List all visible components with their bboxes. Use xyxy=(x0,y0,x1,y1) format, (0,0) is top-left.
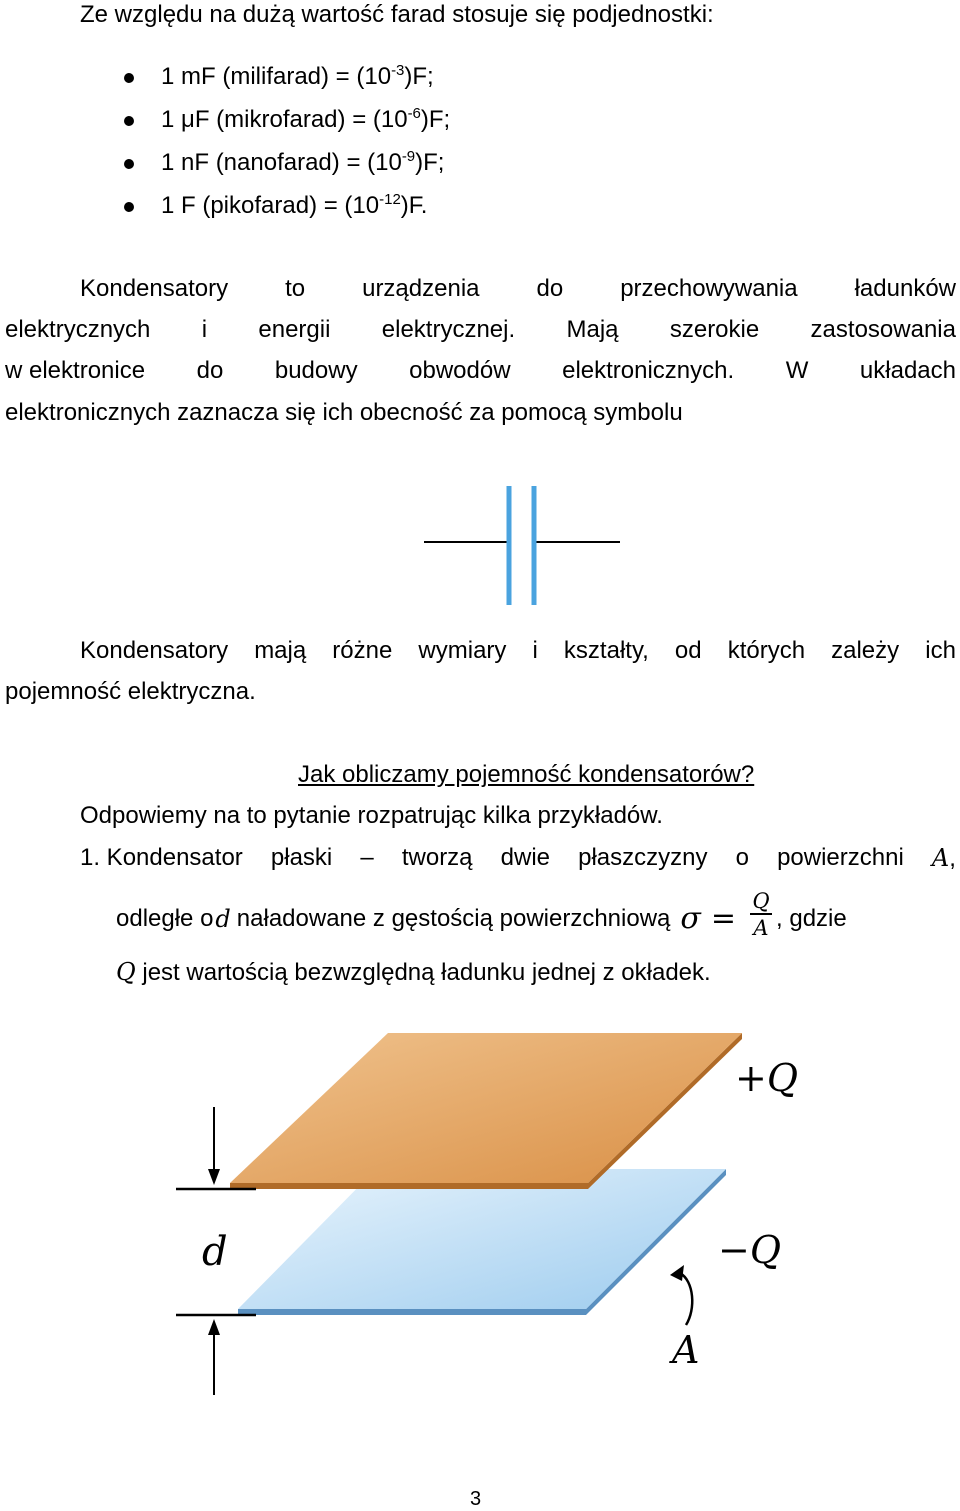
parallel-plate-figure xyxy=(170,1025,798,1405)
bullet-icon xyxy=(124,159,134,169)
list-item: 1 nF (nanofarad) = $(10^{-9})F$; xyxy=(128,148,828,188)
arrow-up-icon xyxy=(208,1319,220,1335)
charge-density-fraction: $\frac{Q}{A}$ xyxy=(750,889,772,941)
plus-q-label: +Q xyxy=(735,1056,798,1100)
page-number: 3 xyxy=(470,1488,482,1510)
d-label: d xyxy=(202,1229,228,1275)
paragraph-2-line-2: pojemność elektryczna. xyxy=(5,678,256,705)
answer-text: Odpowiemy na to pytanie rozpatrując kilka przykładów. xyxy=(80,802,663,829)
paragraph-1-line-1: Kondensatory to urządzenia do przechowywania ładunków xyxy=(80,275,956,302)
bullet-icon xyxy=(124,116,134,126)
list-item: 1 mF (milifarad) = $(10^{-3})F$; xyxy=(128,62,828,102)
capacitor-symbol xyxy=(420,482,630,612)
intro-text: Ze względu na dużą wartość farad stosuje się podjednostki: xyxy=(80,1,714,28)
minus-q-label: −Q xyxy=(718,1228,781,1272)
paragraph-1-line-2: elektrycznych i energii elektrycznej. Mają szerokie zastosowania xyxy=(5,316,956,343)
paragraph-1-line-4: elektronicznych zaznacza się ich obecność za pomocą symbolu xyxy=(5,399,683,426)
a-label: A xyxy=(672,1328,700,1372)
arrow-down-icon xyxy=(208,1169,220,1185)
list-item: 1 F (pikofarad) = $(10^{-12})F$. xyxy=(128,191,828,231)
example-1-line-3: Q jest wartością bezwzględną ładunku jednej z okładek. xyxy=(116,958,711,986)
example-1-line-2: odległe o d naładowane z gęstością powierzchniową σ = $\frac{Q}{A}$ , gdzie xyxy=(116,888,956,950)
question-heading: Jak obliczamy pojemność kondensatorów? xyxy=(298,761,755,788)
bullet-icon xyxy=(124,73,134,83)
paragraph-2-line-1: Kondensatory mają różne wymiary i kształty, od których zależy ich xyxy=(80,637,956,664)
sigma-symbol: σ xyxy=(680,901,701,936)
bottom-plate xyxy=(238,1169,726,1309)
example-1-line-1: 1. Kondensator płaski – tworzą dwie płaszczyzny o powierzchni A, xyxy=(80,844,956,872)
equals-sign: = xyxy=(710,901,737,936)
list-item: 1 μF (mikrofarad) = $(10^{-6})F$; xyxy=(128,105,828,145)
area-arrow-head-icon xyxy=(670,1265,684,1281)
paragraph-1-line-3: w elektronice do budowy obwodów elektronicznych. W układach xyxy=(5,357,956,384)
bullet-icon xyxy=(124,202,134,212)
